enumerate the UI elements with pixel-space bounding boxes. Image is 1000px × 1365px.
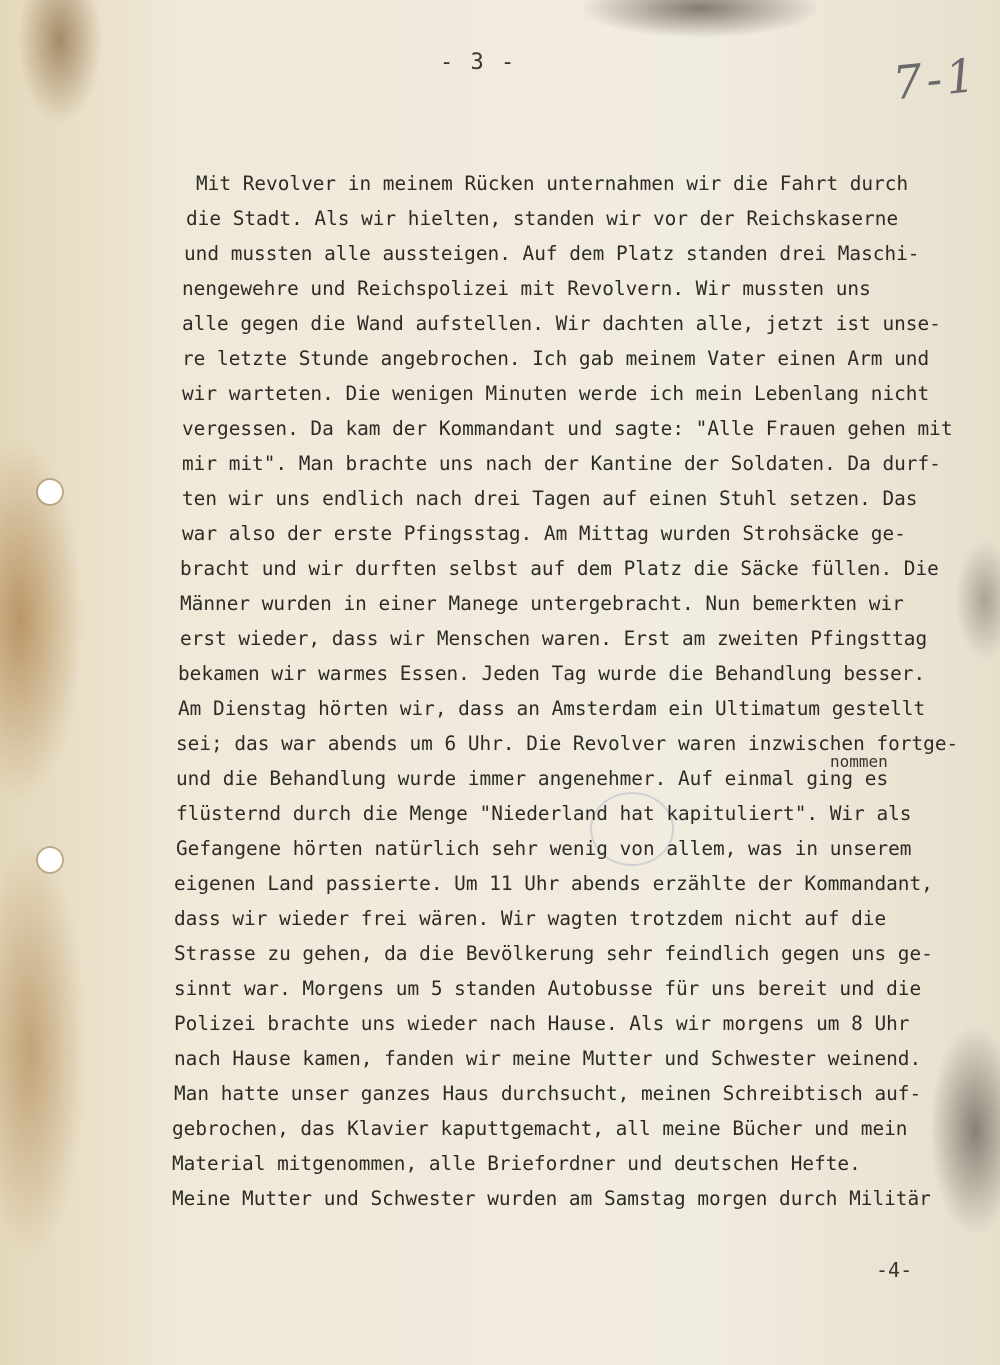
punch-hole <box>38 848 62 872</box>
text-line: sei; das war abends um 6 Uhr. Die Revolver waren inzwischen fortge- <box>176 732 959 755</box>
next-page-catchword: -4- <box>876 1258 913 1282</box>
text-line: Meine Mutter und Schwester wurden am Samstag morgen durch Militär <box>172 1187 931 1210</box>
text-line: nach Hause kamen, fanden wir meine Mutter und Schwester weinend. <box>174 1047 922 1070</box>
text-line: ten wir uns endlich nach drei Tagen auf einen Stuhl setzen. Das <box>182 487 918 510</box>
text-line: eigenen Land passierte. Um 11 Uhr abends erzählte der Kommandant, <box>174 872 933 895</box>
text-line: Gefangene hörten natürlich sehr wenig von allem, was in unserem <box>176 837 912 860</box>
text-line: dass wir wieder frei wären. Wir wagten trotzdem nicht auf die <box>174 907 887 930</box>
text-line: Man hatte unser ganzes Haus durchsucht, meinen Schreibtisch auf- <box>174 1082 922 1105</box>
text-line: gebrochen, das Klavier kaputtgemacht, all meine Bücher und mein <box>172 1117 908 1140</box>
text-line: erst wieder, dass wir Menschen waren. Erst am zweiten Pfingsttag <box>180 627 928 650</box>
text-line: bracht und wir durften selbst auf dem Platz die Säcke füllen. Die <box>180 557 939 580</box>
text-line: alle gegen die Wand aufstellen. Wir dachten alle, jetzt ist unse- <box>182 312 941 335</box>
text-line: Männer wurden in einer Manege untergebracht. Nun bemerkten wir <box>180 592 904 615</box>
text-line: mir mit". Man brachte uns nach der Kantine der Soldaten. Da durf- <box>182 452 941 475</box>
text-line: flüsternd durch die Menge "Niederland hat kapituliert". Wir als <box>176 802 912 825</box>
text-line: vergessen. Da kam der Kommandant und sagte: "Alle Frauen gehen mit <box>182 417 953 440</box>
punch-hole <box>38 480 62 504</box>
text-line: war also der erste Pfingsstag. Am Mittag wurden Strohsäcke ge- <box>182 522 906 545</box>
text-line: bekamen wir warmes Essen. Jeden Tag wurde die Behandlung besser. <box>178 662 926 685</box>
text-line: die Stadt. Als wir hielten, standen wir vor der Reichskaserne <box>186 207 899 230</box>
text-line: sinnt war. Morgens um 5 standen Autobusse für uns bereit und die <box>174 977 922 1000</box>
text-line: Polizei brachte uns wieder nach Hause. Als wir morgens um 8 Uhr <box>174 1012 910 1035</box>
text-line: re letzte Stunde angebrochen. Ich gab meinem Vater einen Arm und <box>182 347 930 370</box>
interlinear-insertion: nommen <box>830 752 888 771</box>
text-line: und mussten alle aussteigen. Auf dem Platz standen drei Maschi- <box>184 242 920 265</box>
text-line: nengewehre und Reichspolizei mit Revolvern. Wir mussten uns <box>182 277 871 300</box>
text-line: Strasse zu gehen, da die Bevölkerung sehr feindlich gegen uns ge- <box>174 942 933 965</box>
text-line: wir warteten. Die wenigen Minuten werde ich mein Lebenlang nicht <box>182 382 930 405</box>
typed-body-text <box>172 166 992 1216</box>
text-line: Mit Revolver in meinem Rücken unternahmen wir die Fahrt durch <box>196 172 909 195</box>
text-line: Am Dienstag hörten wir, dass an Amsterdam ein Ultimatum gestellt <box>178 697 926 720</box>
handwritten-archive-mark: 7-1 <box>890 47 982 111</box>
text-line: Material mitgenommen, alle Briefordner und deutschen Hefte. <box>172 1152 861 1175</box>
text-line: und die Behandlung wurde immer angenehmer. Auf einmal ging es <box>176 767 889 790</box>
page-number: - 3 - <box>440 50 517 75</box>
